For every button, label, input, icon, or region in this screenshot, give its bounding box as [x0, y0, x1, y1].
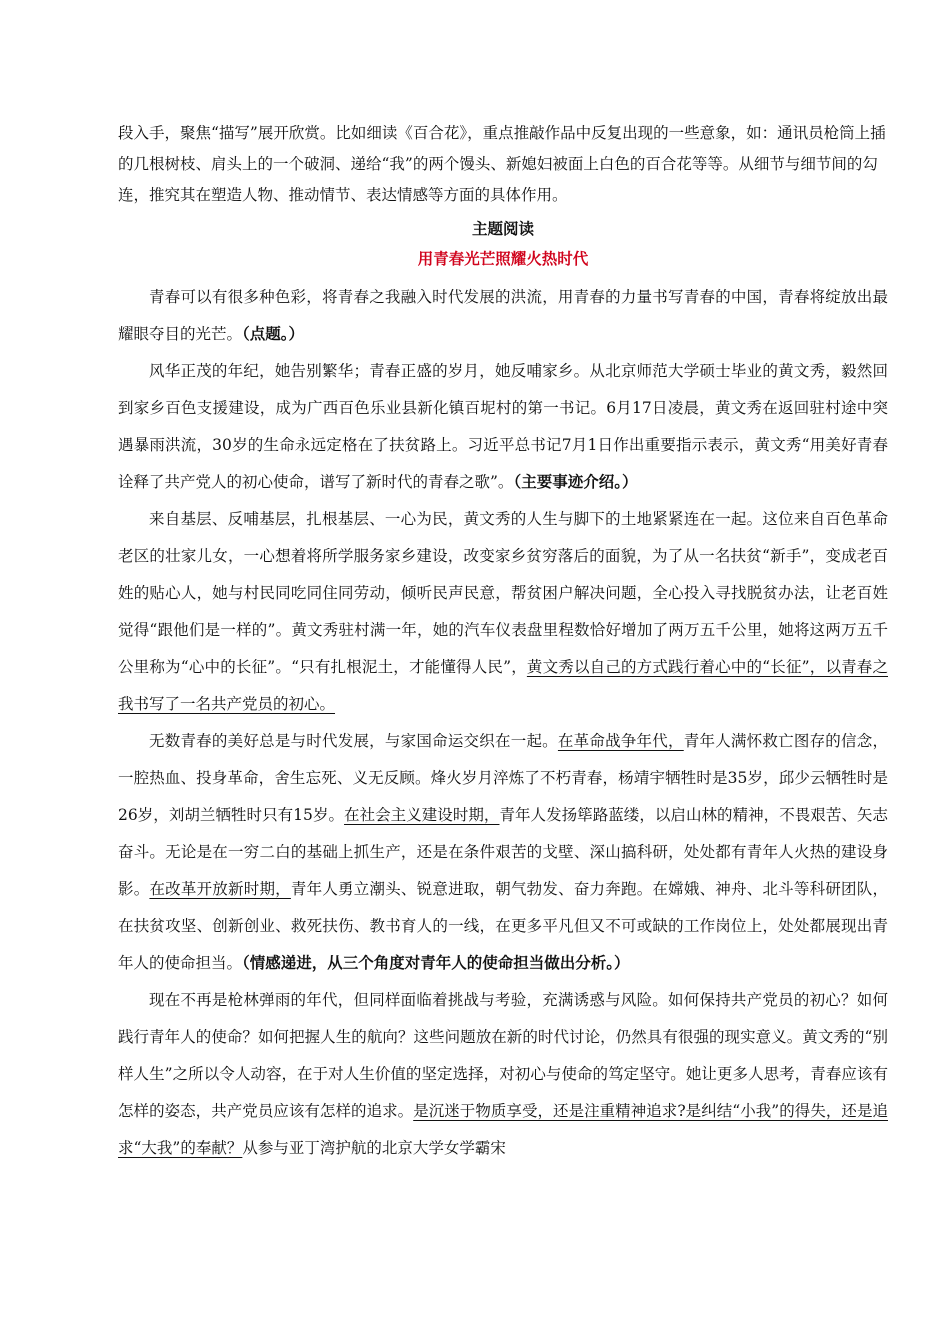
paragraph-2-text: 风华正茂的年纪，她告别繁华；青春正盛的岁月，她反哺家乡。从北京师范大学硕士毕业的黄文秀，毅然回到家乡百色支援建设，成为广西百色乐业县新化镇百坭村的第一书记。6月17日凌晨，黄文秀在返回驻村途中突遇暴雨洪流，30岁的生命永远定格在了扶贫路上。习近平总书记7月1日作出重要指示表示，黄文秀“用美好青春诠释了共产党人的初心使命，谱写了新时代的青春之歌”。 [118, 362, 888, 491]
paragraph-5-underlined: 是沉迷于物质享受，还是注重精神追求?是纠结“小我”的得失，还是追求“大我”的奉献？ [118, 1102, 888, 1157]
paragraph-4-text-c: 青年人发扬筚路蓝缕，以启山林的精神，不畏艰苦、矢志奋斗。无论是在一穷二白的基础上抓生产，还是在条件艰苦的戈壁、深山搞科研，处处都有青年人火热的建设身影。 [118, 806, 888, 898]
paragraph-4-text-d: 青年人勇立潮头、锐意进取，朝气勃发、奋力奔跑。在嫦娥、神舟、北斗等科研团队，在扶贫攻坚、创新创业、救死扶伤、教书育人的一线，在更多平凡但又不可或缺的工作岗位上，处处都展现出青年人的使命担当。 [118, 880, 888, 972]
paragraph-4-underlined-1: 在革命战争年代， [557, 732, 684, 750]
paragraph-3-text: 来自基层、反哺基层，扎根基层、一心为民，黄文秀的人生与脚下的土地紧紧连在一起。这位来自百色革命老区的壮家儿女，一心想着将所学服务家乡建设，改变家乡贫穷落后的面貌，为了从一名扶贫“新手”，变成老百姓的贴心人，她与村民同吃同住同劳动，倾听民声民意，帮贫困户解决问题，全心投入寻找脱贫办法，让老百姓觉得“跟他们是一样的”。黄文秀驻村满一年，她的汽车仪表盘里程数恰好增加了两万五千公里，她将这两万五千公里称为“心中的长征”。“只有扎根泥土，才能懂得人民”， [118, 510, 888, 676]
intro-paragraph: 段入手，聚焦“描写”展开欣赏。比如细读《百合花》，重点推敲作品中反复出现的一些意象，如：通讯员枪筒上插的几根树枝、肩头上的一个破洞、递给“我”的两个馒头、新媳妇被面上白色的百合花等等。从细节与细节间的勾连，推究其在塑造人物、推动情节、表达情感等方面的具体作用。 [118, 124, 886, 204]
paragraph-4-text-a: 无数青春的美好总是与时代发展，与家国命运交织在一起。 [149, 732, 558, 750]
paragraph-4-text-b: 青年人满怀救亡图存的信念，一腔热血、投身革命，舍生忘死、义无反顾。烽火岁月淬炼了不朽青春，杨靖宇牺牲时是35岁，邱少云牺牲时是26岁，刘胡兰牺牲时只有15岁。 [118, 732, 888, 824]
paragraph-2-annotation: （主要事迹介绍。） [513, 473, 638, 491]
paragraph-4 [118, 723, 888, 982]
paragraph-1 [118, 279, 888, 353]
paragraph-3 [118, 501, 888, 723]
paragraph-5 [118, 982, 888, 1167]
paragraph-4-underlined-2: 在社会主义建设时期， [344, 806, 500, 824]
paragraph-5-tail: 从参与亚丁湾护航的北京大学女学霸宋 [242, 1139, 506, 1157]
article-title: 用青春光芒照耀火热时代 [417, 250, 589, 268]
paragraph-2 [118, 353, 888, 501]
section-title: 主题阅读 [471, 220, 534, 238]
paragraph-1-annotation: （点题。） [242, 325, 305, 343]
paragraph-3-underlined: 黄文秀以自己的方式践行着心中的“长征”，以青春之我书写了一名共产党员的初心。 [118, 658, 888, 713]
paragraph-4-underlined-3: 在改革开放新时期， [149, 880, 291, 898]
paragraph-5-text: 现在不再是枪林弹雨的年代，但同样面临着挑战与考验，充满诱惑与风险。如何保持共产党员的初心？如何践行青年人的使命？如何把握人生的航向？这些问题放在新的时代讨论，仍然具有很强的现实意义。黄文秀的“别样人生”之所以令人动容，在于对人生价值的坚定选择，对初心与使命的笃定坚守。她让更多人思考，青春应该有怎样的姿态，共产党员应该有怎样的追求。 [118, 991, 888, 1120]
document-content [118, 118, 888, 1167]
paragraph-4-annotation: （情感递进，从三个角度对青年人的使命担当做出分析。） [242, 954, 630, 972]
paragraph-1-text: 青春可以有很多种色彩，将青春之我融入时代发展的洪流，用青春的力量书写青春的中国，青春将绽放出最耀眼夺目的光芒。 [118, 288, 888, 343]
